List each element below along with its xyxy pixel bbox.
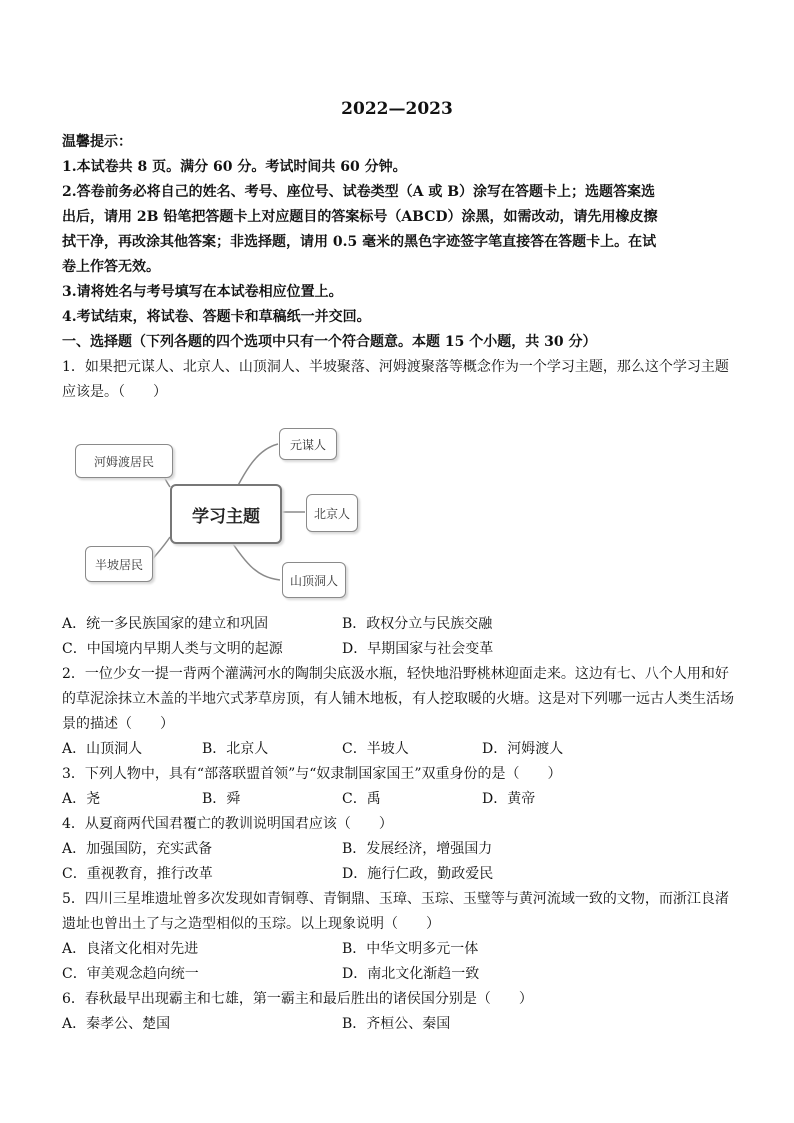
- notice-line: 出后，请用 2B 铅笔把答题卡上对应题目的答案标号（ABCD）涂黑，如需改动，请先用橡皮擦: [62, 209, 658, 225]
- exam-title: 2022—2023: [341, 99, 453, 119]
- q4-option-d: D．施行仁政，勤政爱民: [342, 866, 494, 882]
- q2-option-a: A．山顶洞人: [62, 741, 143, 757]
- q3-option-a: A．尧: [62, 791, 101, 807]
- q5-stem: 5．四川三星堆遗址曾多次发现如青铜尊、青铜鼎、玉璋、玉琮、玉璧等与黄河流域一致的文物，而浙江良渚: [62, 891, 729, 907]
- q2-stem: 的草泥涂抹立木盖的半地穴式茅草房顶，有人铺木地板，有人挖取暖的火塘。这是对下列哪一远古人类生活场: [62, 691, 734, 707]
- q1-stem: 1．如果把元谋人、北京人、山顶洞人、半坡聚落、河姆渡聚落等概念作为一个学习主题，那么这个学习主题: [62, 359, 729, 375]
- q2-stem: 景的描述（ ）: [62, 716, 174, 732]
- q6-option-a: A．秦孝公、楚国: [62, 1016, 171, 1032]
- q5-option-c: C．审美观念趋向统一: [62, 966, 199, 982]
- q2-option-d: D．河姆渡人: [482, 741, 564, 757]
- q6-option-b: B．齐桓公、秦国: [342, 1016, 451, 1032]
- q1-option-b: B．政权分立与民族交融: [342, 616, 493, 632]
- q1-mindmap: [60, 412, 380, 612]
- q4-option-a: A．加强国防，充实武备: [62, 841, 213, 857]
- q3-option-b: B．舜: [202, 791, 241, 807]
- q5-option-d: D．南北文化渐趋一致: [342, 966, 480, 982]
- q5-option-b: B．中华文明多元一体: [342, 941, 479, 957]
- q3-option-d: D．黄帝: [482, 791, 536, 807]
- q1-stem: 应该是。（ ）: [62, 384, 167, 400]
- q6-stem: 6．春秋最早出现霸主和七雄，第一霸主和最后胜出的诸侯国分别是（ ）: [62, 991, 533, 1007]
- q1-option-c: C．中国境内早期人类与文明的起源: [62, 641, 283, 657]
- q5-stem: 遗址也曾出土了与之造型相似的玉琮。以上现象说明（ ）: [62, 916, 440, 932]
- diagram-center-node: 学习主题: [170, 484, 282, 544]
- q4-option-b: B．发展经济，增强国力: [342, 841, 493, 857]
- q4-stem: 4．从夏商两代国君覆亡的教训说明国君应该（ ）: [62, 816, 393, 832]
- q1-option-a: A．统一多民族国家的建立和巩固: [62, 616, 269, 632]
- notice-line: 卷上作答无效。: [62, 259, 160, 275]
- notice-line: 3.请将姓名与考号填写在本试卷相应位置上。: [62, 284, 343, 300]
- notice-line: 拭干净，再改涂其他答案；非选择题，请用 0.5 毫米的黑色字迹签字笔直接答在答题卡上。在试: [62, 234, 657, 250]
- notice-heading: 温馨提示：: [62, 134, 132, 150]
- diagram-node: 河姆渡居民: [75, 444, 173, 478]
- notice-line: 1.本试卷共 8 页。满分 60 分。考试时间共 60 分钟。: [62, 159, 407, 175]
- q3-stem: 3．下列人物中，具有“部落联盟首领”与“奴隶制国家国王”双重身份的是（ ）: [62, 766, 562, 782]
- q3-option-c: C．禹: [342, 791, 381, 807]
- section-heading: 一、选择题（下列各题的四个选项中只有一个符合题意。本题 15 个小题，共 30 分）: [62, 334, 597, 350]
- notice-line: 4.考试结束，将试卷、答题卡和草稿纸一并交回。: [62, 309, 371, 325]
- q4-option-c: C．重视教育，推行改革: [62, 866, 213, 882]
- diagram-node: 北京人: [306, 494, 358, 532]
- q2-stem: 2．一位少女一提一背两个灌满河水的陶制尖底汲水瓶，轻快地沿野桃林迎面走来。这边有七、八个人用和好: [62, 666, 729, 682]
- diagram-node: 元谋人: [279, 428, 337, 460]
- diagram-node: 半坡居民: [85, 546, 153, 582]
- q1-option-d: D．早期国家与社会变革: [342, 641, 494, 657]
- q2-option-c: C．半坡人: [342, 741, 409, 757]
- diagram-node: 山顶洞人: [282, 562, 346, 598]
- q2-option-b: B．北京人: [202, 741, 269, 757]
- notice-line: 2.答卷前务必将自己的姓名、考号、座位号、试卷类型（A 或 B）涂写在答题卡上；选题答案选: [62, 184, 656, 200]
- q5-option-a: A．良渚文化相对先进: [62, 941, 199, 957]
